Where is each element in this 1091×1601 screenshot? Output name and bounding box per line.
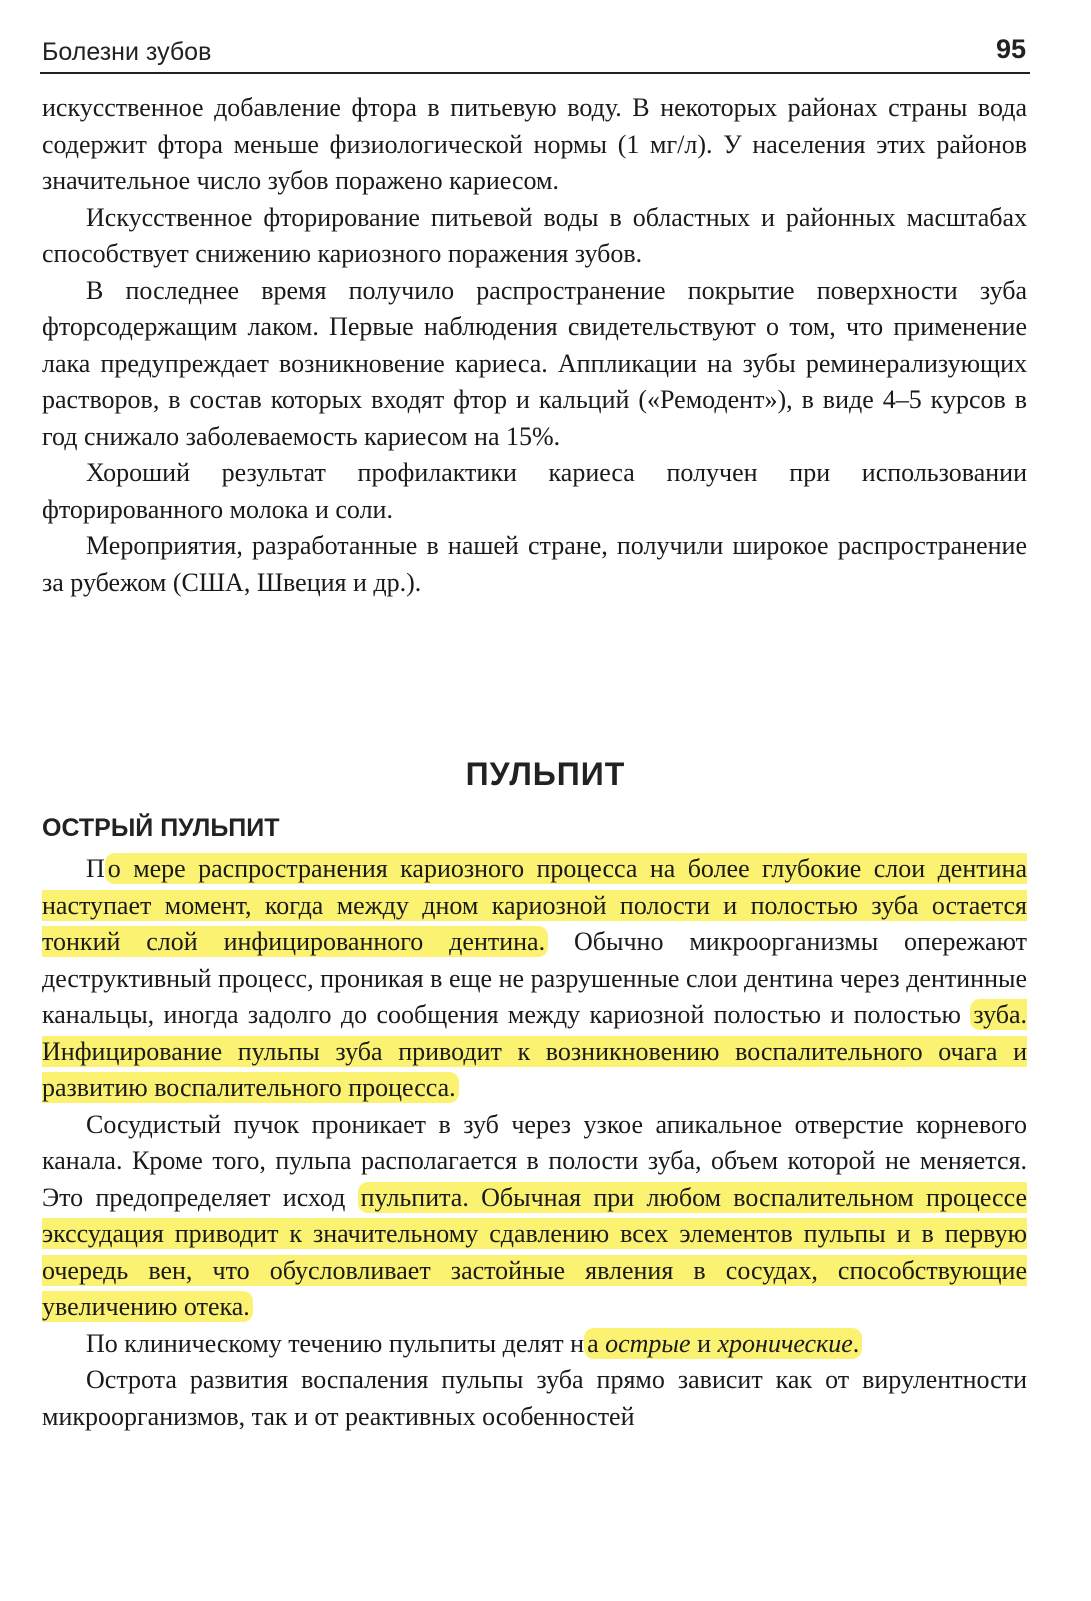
highlighted-text: зуба. Инфицирование пульпы зуба приводит к возникновению воспалительного очага и развитию воспалительного процесса. (42, 1000, 1027, 1102)
text-run: П (86, 854, 105, 883)
subsection-heading: ОСТРЫЙ ПУЛЬПИТ (42, 814, 280, 842)
italic-term-acute: острые (605, 1328, 691, 1358)
text-run: По клиническому течению пульпиты делят н (86, 1328, 585, 1358)
paragraph-classification (42, 1326, 1027, 1363)
paragraph-measures-abroad: Мероприятия, разработанные в нашей стране, получили широкое распространение за рубежом (США, Швеция и др.). (42, 531, 1027, 597)
paragraph-fluoride-water: искусственное добавление фтора в питьевую воду. В некоторых районах страны вода содержит фтора меньше физиологической нормы (1 мг/л). У населения этих районов значительное число зубов поражено кариесом. (42, 93, 1027, 195)
top-text-block (42, 90, 1027, 601)
pulpitis-text-block (42, 851, 1027, 1435)
highlighted-text (584, 1328, 862, 1359)
highlighted-text: о мере распространения кариозного процесса на более глубокие слои дентина наступает момент, когда между дном кариозной полости и полостью зуба остается тонкий слой инфицированного дентина. (42, 854, 1027, 956)
section-heading: ПУЛЬПИТ (465, 756, 626, 792)
page-number: 95 (995, 34, 1026, 64)
paragraph-acuity: Острота развития воспаления пульпы зуба прямо зависит как от вирулентности микроорганизмов, так и от реактивных особенностей (42, 1365, 1027, 1431)
italic-term-chronic: хронические (717, 1328, 853, 1358)
text-run: и (690, 1328, 718, 1358)
paragraph-vascular-bundle (42, 1107, 1027, 1326)
running-title: Болезни зубов (42, 38, 212, 66)
paragraph-fluoride-varnish: В последнее время получило распространение покрытие поверхности зуба фторсодержащим лаком. Первые наблюдения свидетельствуют о том, что применение лака предупреждает возникновение кариеса. Аппликации на зубы реминерализующих растворов, в состав которых входят фтор и кальций («Ремодент»), в виде 4–5 курсов в год снижало заболеваемость кариесом на 15%. (42, 275, 1027, 451)
running-header (40, 32, 1030, 74)
text-run: . (852, 1328, 860, 1358)
text-run: Обычно микроорганизмы опережают деструктивный процесс, проникая в еще не разрушенные слои дентина через дентинные канальцы, иногда задолго до сообщения между кариозной полостью и полостью (42, 927, 1027, 1029)
paragraph-caries-progression (42, 851, 1027, 1107)
highlighted-text: пульпита. Обычная при любом воспалительном процессе экссудация приводит к значительному сдавлению всех элементов пульпы и в первую очередь вен, что обусловливает застойные явления в сосудах, способствующие увеличению отека. (42, 1182, 1027, 1321)
paragraph-artificial-fluoridation: Искусственное фторирование питьевой воды в областных и районных масштабах способствует снижению кариозного поражения зубов. (42, 202, 1027, 268)
text-run: Сосудистый пучок проникает в зуб через узкое апикальное отверстие корневого канала. Кроме того, пульпа располагается в полости зуба, объем которой не меняется. Это предопределяет исход (42, 1109, 1027, 1212)
paragraph-milk-salt: Хороший результат профилактики кариеса получен при использовании фторированного молока и соли. (42, 458, 1027, 524)
text-run: а (587, 1328, 606, 1358)
